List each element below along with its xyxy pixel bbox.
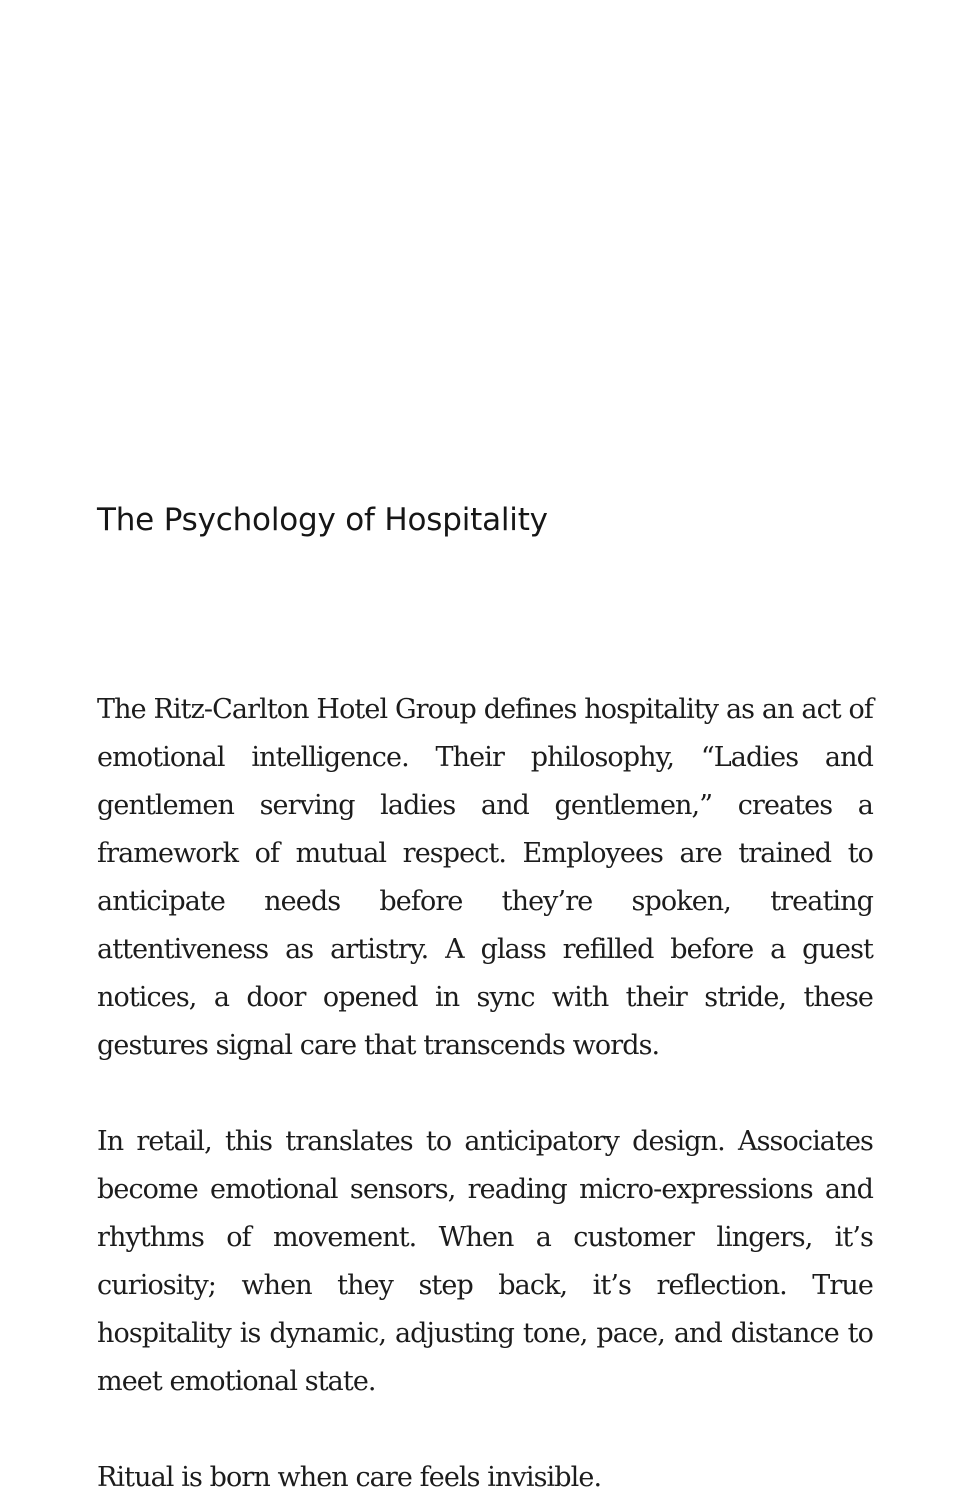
paragraph-ritual: Ritual is born when care feels invisible. (97, 1462, 602, 1493)
paragraph-ritz-carlton: The Ritz-Carlton Hotel Group defines hospitality as an act of emotional intelligence. Their philosophy, “Ladies and gentlemen serving ladies and gentlemen,” creates a framework of mutual respect. Employees are trained to anticipate needs before they’re spoken, treating attentiveness as artistry. A glass refilled before a guest notices, a door opened in sync with their stride, these gestures signal care that transcends words. (97, 694, 873, 1061)
section-title: The Psychology of Hospitality (97, 502, 548, 538)
section-body (97, 686, 873, 1502)
paragraph-retail: In retail, this translates to anticipatory design. Associates become emotional sensors, reading micro-expressions and rhythms of movement. When a customer lingers, it’s curiosity; when they step back, it’s reflection. True hospitality is dynamic, adjusting tone, pace, and distance to meet emotional state. (97, 1126, 873, 1397)
